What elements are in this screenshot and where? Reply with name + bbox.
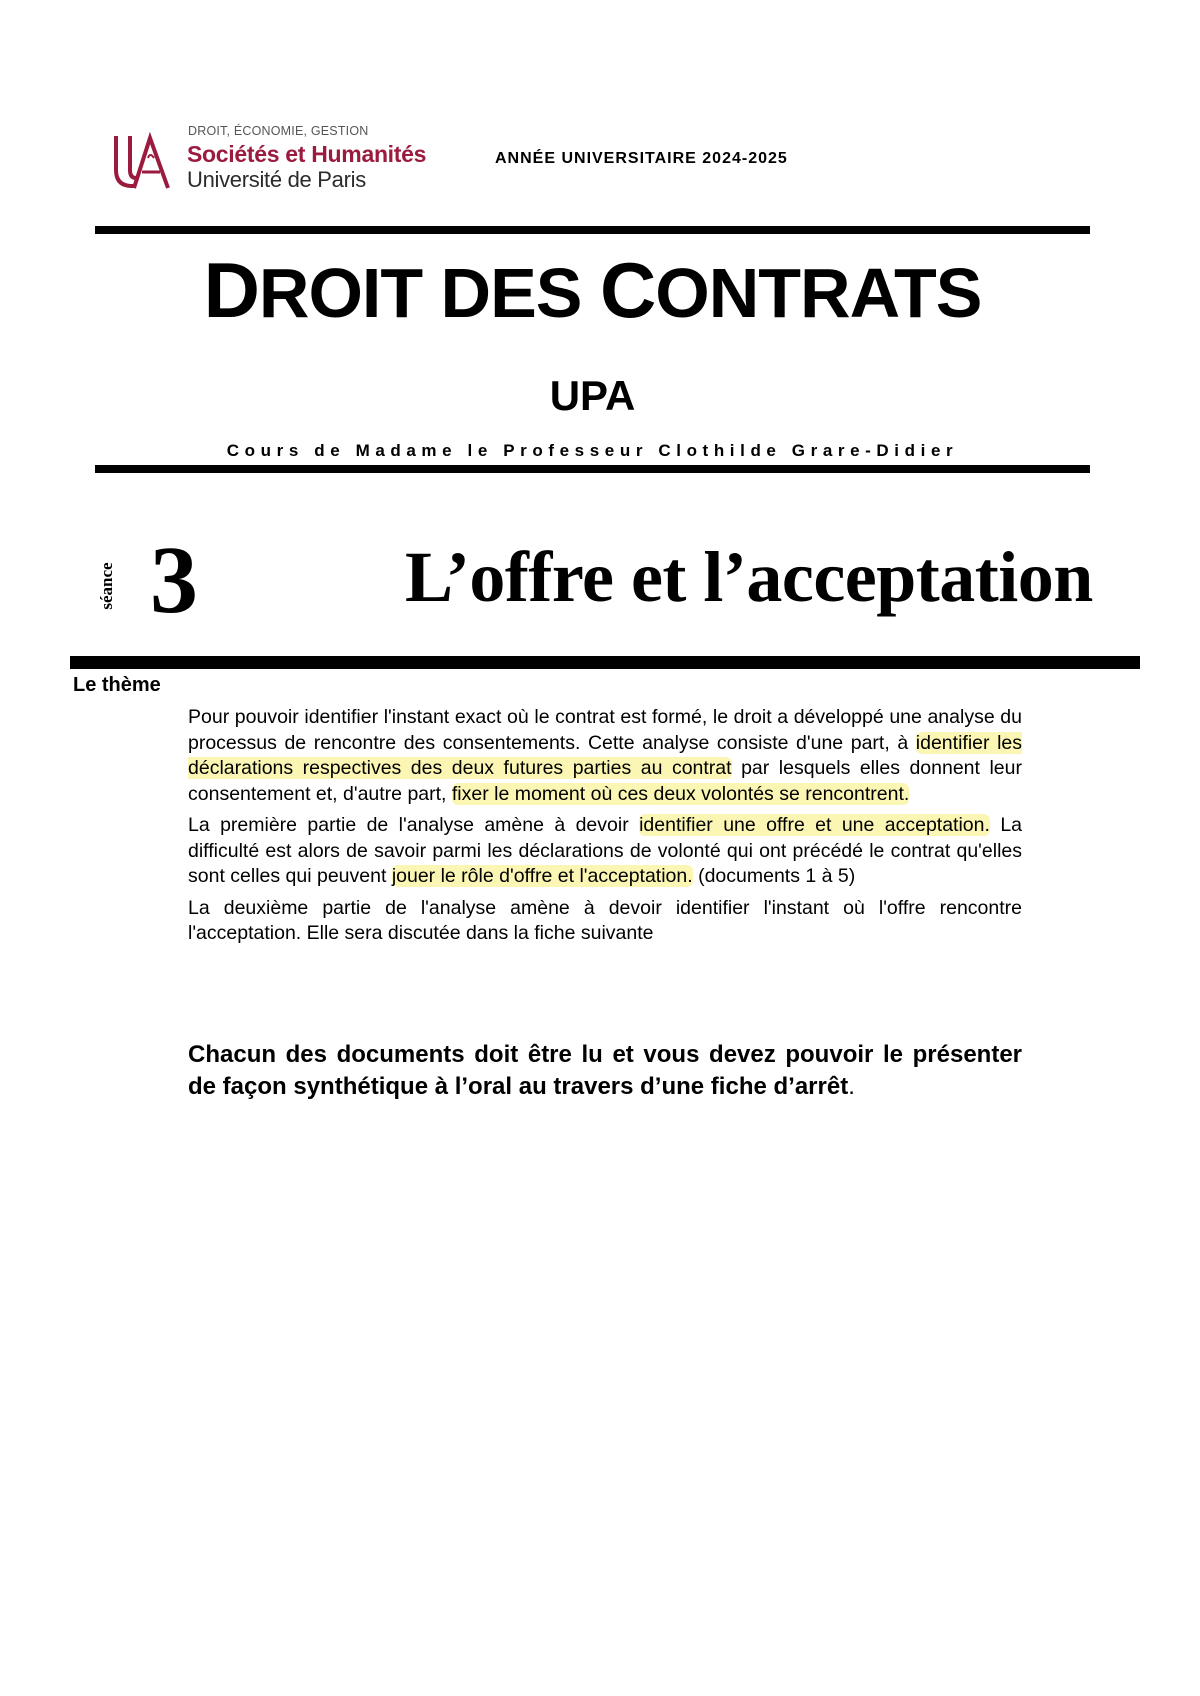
logo-university-name: Université de Paris: [187, 167, 366, 192]
course-title: DROIT DES CONTRATS: [203, 246, 982, 334]
theme-paragraph-3: La deuxième partie de l'analyse amène à devoir identifier l'instant où l'offre rencontre l'acceptation. Elle sera discutée dans la fiche suivante: [188, 896, 1022, 944]
session-title: L’offre et l’acceptation: [405, 537, 1093, 617]
theme-heading: Le thème: [73, 674, 161, 696]
university-logo-icon: [112, 130, 174, 192]
theme-paragraph-1: Pour pouvoir identifier l'instant exact où le contrat est formé, le droit a développé une analyse du processus de rencontre des consentements. Cette analyse consiste d'une part, à identifier les déclarations respectives des deux futures parties au contrat par lesquels elles donnent leur consentement et, d'autre part, fixer le moment où ces deux volontés se rencontrent.: [188, 706, 1022, 805]
header-bottom-rule: [95, 465, 1090, 473]
highlight: identifier les déclarations respectives des deux futures parties au contrat: [188, 731, 1022, 779]
course-subtitle: UPA: [549, 372, 636, 419]
professor-line: Cours de Madame le Professeur Clothilde Grare-Didier: [226, 441, 959, 460]
instruction-text: Chacun des documents doit être lu et vous devez pouvoir le présenter de façon synthétique à l’oral au travers d’une fiche d’arrêt.: [188, 1041, 1022, 1100]
session-number: 3: [150, 526, 198, 633]
logo-faculty-line: DROIT, ÉCONOMIE, GESTION: [188, 124, 369, 138]
theme-text: [188, 705, 1022, 953]
theme-paragraph-2: La première partie de l'analyse amène à devoir identifier une offre et une acceptation. La difficulté est alors de savoir parmi les déclarations de volonté qui ont précédé le contrat qu'elles sont celles qui peuvent jouer le rôle d'offre et l'acceptation. (documents 1 à 5): [188, 814, 1023, 887]
highlight: fixer le moment où ces deux volontés se rencontrent.: [451, 782, 910, 805]
session-label: séance: [97, 562, 116, 610]
session-rule: [70, 656, 1140, 669]
logo-faculty-name: Sociétés et Humanités: [187, 141, 427, 167]
academic-year: ANNÉE UNIVERSITAIRE 2024-2025: [495, 150, 788, 167]
highlight: identifier une offre et une acceptation.: [639, 814, 990, 836]
top-rule: [95, 226, 1090, 234]
highlight: jouer le rôle d'offre et l'acceptation.: [391, 865, 693, 887]
